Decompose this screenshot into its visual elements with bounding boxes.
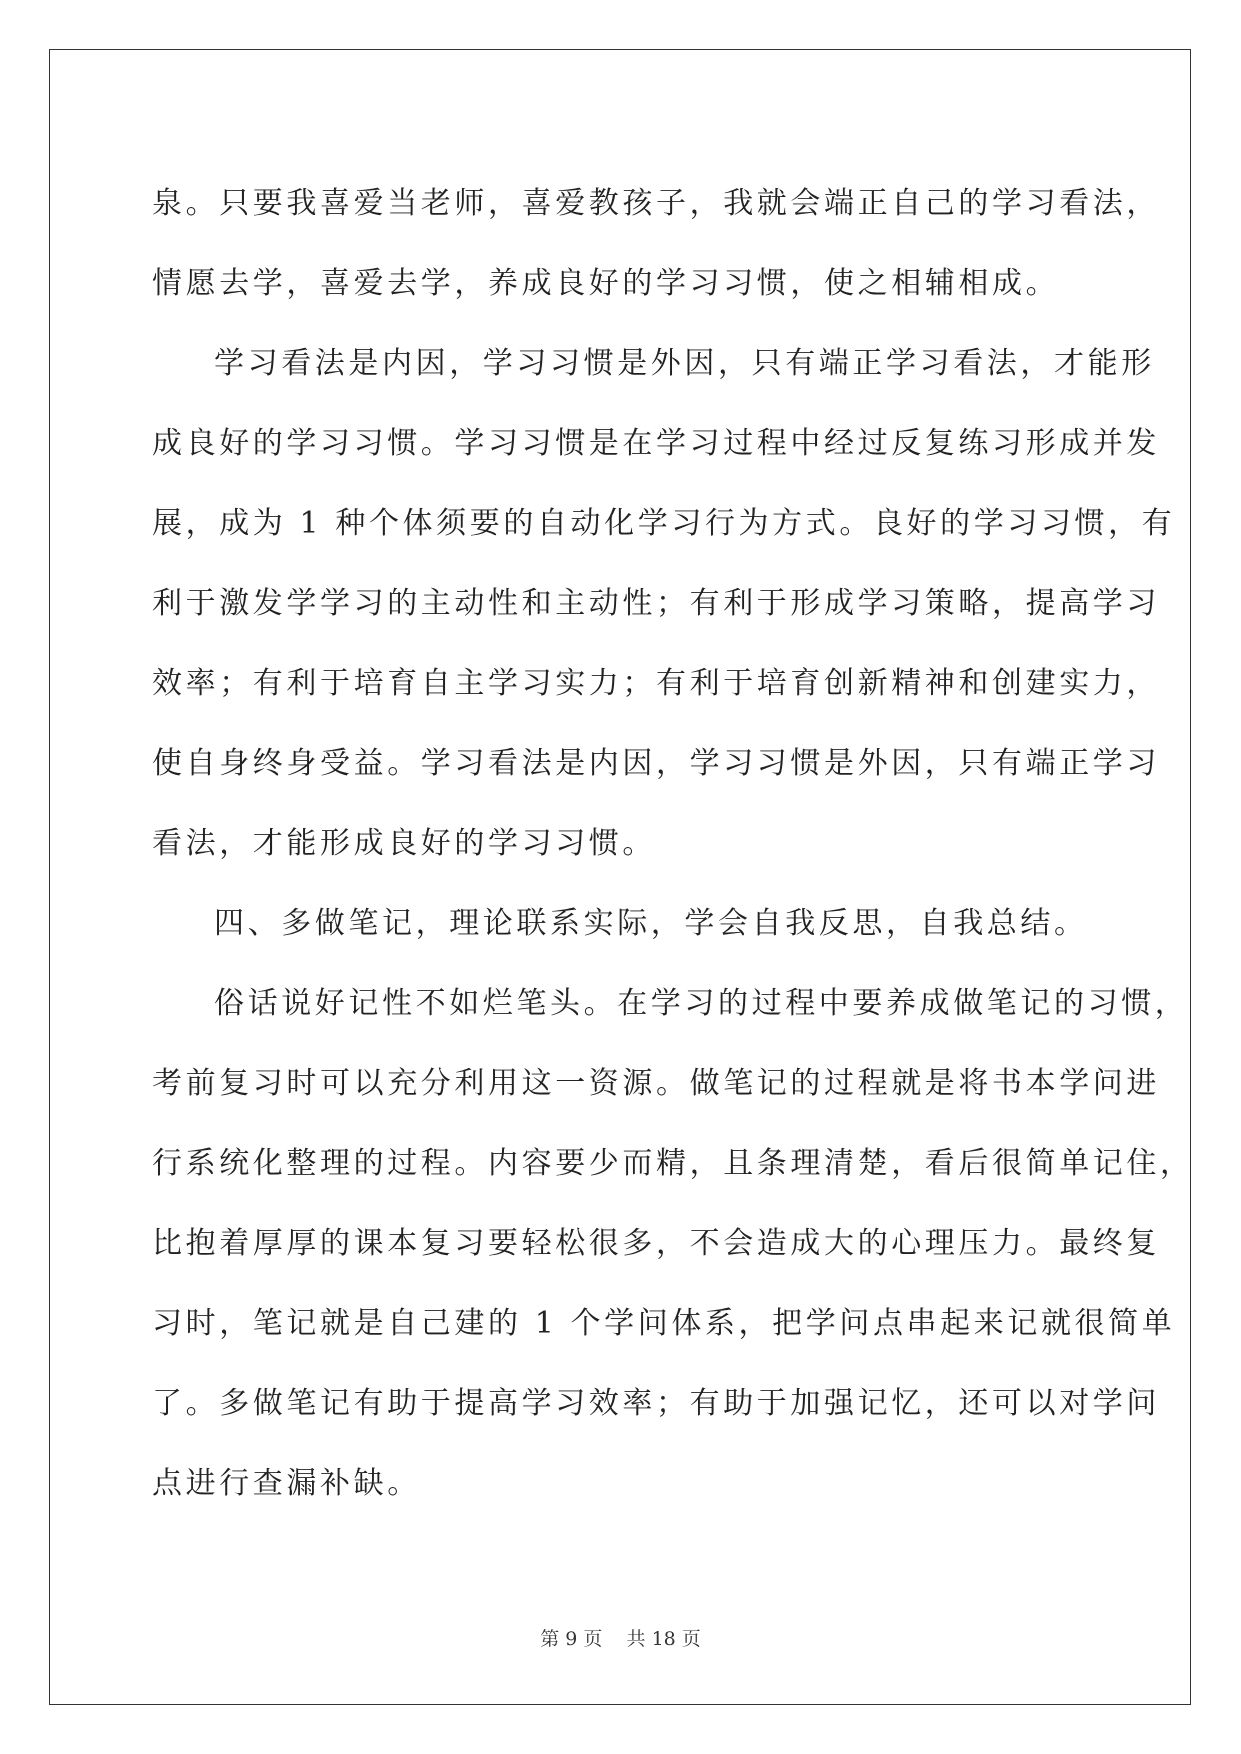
text-line: 比抱着厚厚的课本复习要轻松很多，不会造成大的心理压力。最终复 <box>152 1226 1160 1261</box>
text-line: 考前复习时可以充分利用这一资源。做笔记的过程就是将书本学问进 <box>152 1066 1160 1101</box>
section-heading: 四、多做笔记，理论联系实际，学会自我反思，自我总结。 <box>214 906 1088 941</box>
text-line: 成良好的学习习惯。学习习惯是在学习过程中经过反复练习形成并发 <box>152 426 1160 461</box>
text-line: 展，成为 1 种个体须要的自动化学习行为方式。良好的学习习惯，有 <box>152 506 1176 541</box>
page-footer <box>0 1624 1241 1651</box>
text-line: 效率；有利于培育自主学习实力；有利于培育创新精神和创建实力， <box>152 666 1160 701</box>
document-body <box>152 164 1194 1524</box>
page-total: 共 18 页 <box>626 1628 701 1650</box>
text-line: 泉。只要我喜爱当老师，喜爱教孩子，我就会端正自己的学习看法， <box>152 186 1160 221</box>
text-line: 情愿去学，喜爱去学，养成良好的学习习惯，使之相辅相成。 <box>152 266 1060 301</box>
text-line: 使自身终身受益。学习看法是内因，学习习惯是外因，只有端正学习 <box>152 746 1160 781</box>
text-line: 俗话说好记性不如烂笔头。在学习的过程中要养成做笔记的习惯， <box>214 986 1189 1021</box>
text-line: 学习看法是内因，学习习惯是外因，只有端正学习看法，才能形 <box>214 346 1155 381</box>
page-number: 第 9 页 <box>540 1628 603 1650</box>
text-line: 习时，笔记就是自己建的 1 个学问体系，把学问点串起来记就很简单 <box>152 1306 1176 1341</box>
text-line: 点进行查漏补缺。 <box>152 1466 421 1501</box>
text-line: 利于激发学学习的主动性和主动性；有利于形成学习策略，提高学习 <box>152 586 1160 621</box>
text-line: 了。多做笔记有助于提高学习效率；有助于加强记忆，还可以对学问 <box>152 1386 1160 1421</box>
text-line: 行系统化整理的过程。内容要少而精，且条理清楚，看后很简单记住， <box>152 1146 1194 1181</box>
text-line: 看法，才能形成良好的学习习惯。 <box>152 826 656 861</box>
